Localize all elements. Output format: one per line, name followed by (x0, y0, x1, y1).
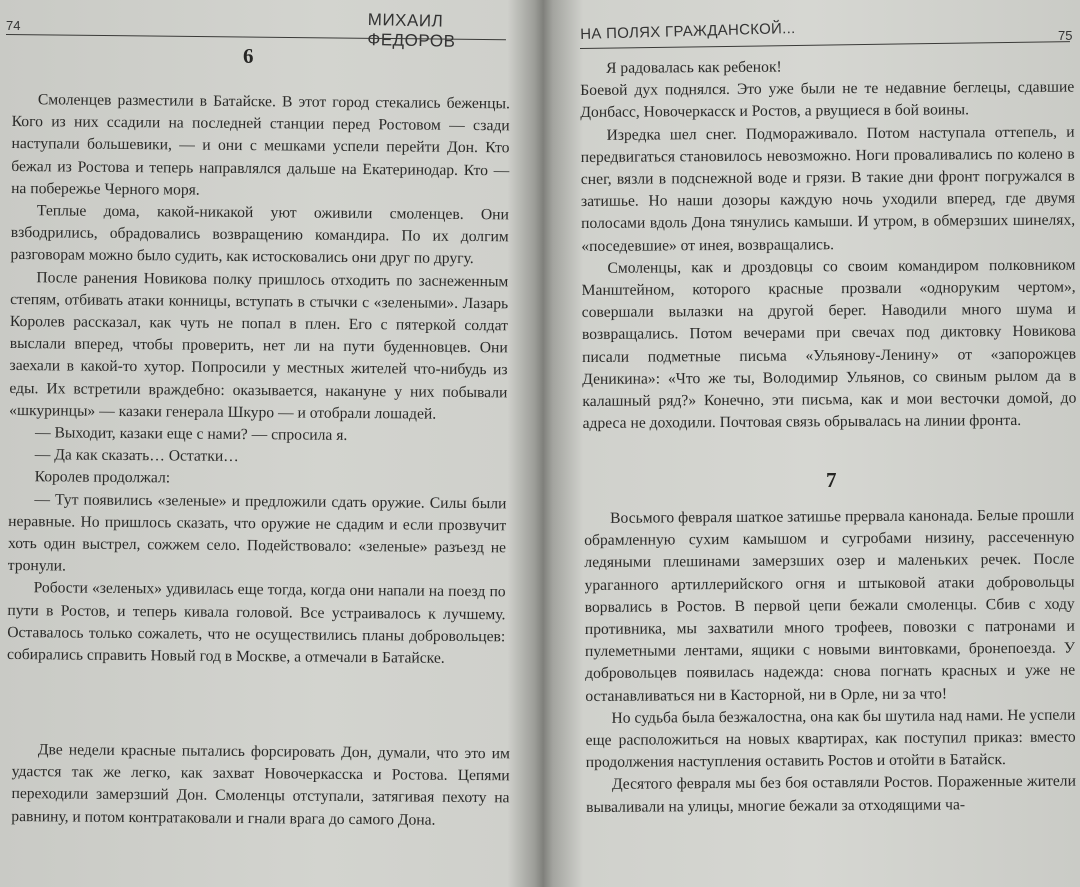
paragraph: Теплые дома, какой-никакой уют оживили смоленцев. Они взбодрились, обрадовались возвращению командира. По их долгим разговорам можно было судить, как истосковались они друг по другу. (10, 202, 509, 268)
paragraph: Две недели красные пытались форсировать Дон, думали, что это им удастся так же легко, как захват Новочеркасска и Ростова. Цепями переходили замерзший Дон. Смоленцы отступали, затягивая пехоту на равнину, и потом контратаковали и гнали врага до самого Дона. (11, 741, 510, 829)
page-number-left: 74 (6, 18, 21, 33)
paragraph: Но судьба была безжалостна, она как бы шутила над нами. Не успели еще расположиться на новых квартирах, как поступил приказ: вместо продолжения наступления оставить Ростов и отойти в Батайск. (585, 706, 1076, 772)
paragraph: Восьмого февраля шаткое затишье прервала канонада. Белые прошли обрамленную сухим камышом и сугробами низину, рассеченную ледяными плешинами замерзших озер и маленьких речек. После ураганного артиллерийского огня и штыковой атаки добровольцы ворвались в Ростов. В первой цепи бежали смоленцы. Сбив с ходу противника, мы захватили много трофеев, повозки с патронами и пулеметными лентами, ящики с новыми винтовками, бронепоезда. У добровольцев появилась надежда: снова погнать красных и уже не останавливаться ни в Касторной, ни в Орле, ни за что! (584, 506, 1076, 705)
dialogue-line: — Тут появились «зеленые» и предложили сдать оружие. Силы были неравные. Но пришлось сказать, что оружие не сдадим и если прозвучит хоть один выстрел, сожжем село. Подействовало: «зеленые» разъезд не тронули. (7, 490, 507, 575)
paragraph: Боевой дух поднялся. Это уже были не те недавние беглецы, сдавшие Донбасс, Новочеркасск и Ростов, а рвущиеся в бой воины. (580, 78, 1075, 122)
left-page (0, 0, 530, 887)
paragraph: Десятого февраля мы без боя оставляли Ростов. Пораженные жители вываливали на улицы, многие бежали за отходящими ча- (586, 773, 1076, 816)
paragraph: Смоленцы, как и дроздовцы со своим командиром полковником Манштейном, которого красные прозвали «одноруким чертом», совершали вылазки на другой берег. Наводили много шума и возвращались. Потом вечерами при свечах под диктовку Новикова писали подметные письма «Ульянову-Ленину» от «запорожцев Деникина»: «Что же ты, Володимир Ульянов, со свиным рылом да в калашный ряд?» Конечно, эти письма, как и мои весточки домой, до адреса не доходили. Почтовая связь обрывалась на линии фронта. (581, 256, 1077, 433)
dialogue-line: — Да как сказать… Остатки… (34, 446, 239, 466)
paragraph: Королев продолжал: (34, 468, 171, 487)
chapter-number-7: 7 (826, 468, 837, 492)
paragraph: После ранения Новикова полку пришлось отходить по заснеженным степям, отбивать атаки конницы, вступать в стычки с «зелеными». Лазарь Королев рассказал, как чуть не попал в плен. Его с пятеркой солдат выслали вперед, чтобы проверить, нет ли на пути буденновцев. Они заехали в какой-то хутор. Попросили у местных жителей что-нибудь из еды. Их встретили враждебно: оказывается, накануне у них побывали «шкуринцы» — казаки генерала Шкуро — и отобрали лошадей. (9, 268, 509, 423)
right-body-text-top (580, 55, 1077, 436)
paragraph: Робости «зеленых» удивилась еще тогда, когда они напали на поезд по пути в Ростов, и теперь кивала головой. Все устраивалось к лучшему. Оставалось только сожалеть, что не осуществились планы добровольцев: собирались справить Новый год в Москве, а отмечали в Батайске. (6, 579, 506, 667)
running-head-title: НА ПОЛЯХ ГРАЖДАНСКОЙ... (580, 19, 796, 43)
right-body-text-bottom (584, 505, 1076, 819)
paragraph: Изредка шел снег. Подмораживало. Потом наступала оттепель, и передвигаться становилось невозможно. Ноги проваливались по колено в снег, вязли в подснежной воде и грязи. В такие дни фронт погружался в затишье. Но наши дозоры каждую ночь уходили вперед, где двумя полосами вдоль Дона тянулись камыши. И утром, в обмерзших шинелях, «поседевшие» от инея, возвращались. (580, 123, 1076, 255)
paragraph: Я радовалась как ребенок! (606, 58, 782, 77)
right-page (548, 0, 1080, 887)
left-body-text-section-break (11, 739, 510, 832)
header-rule-right (580, 41, 1070, 49)
chapter-number-6: 6 (243, 44, 254, 68)
dialogue-line: — Выходит, казаки еще с нами? — спросила я. (34, 424, 348, 444)
page-number-right: 75 (1058, 28, 1073, 43)
left-body-text (7, 89, 510, 671)
running-head-author: МИХАИЛ ФЕДОРОВ (367, 10, 456, 51)
paragraph: Смоленцев разместили в Батайске. В этот город стекались беженцы. Кого из них ссадили на последней станции перед Ростовом — сзади наступали большевики, — и они с мешками успели перейти Дон. Кто бежал из Ростова и теперь направлялся дальше на Екатеринодар. Кто — на побережье Черного моря. (11, 91, 510, 199)
